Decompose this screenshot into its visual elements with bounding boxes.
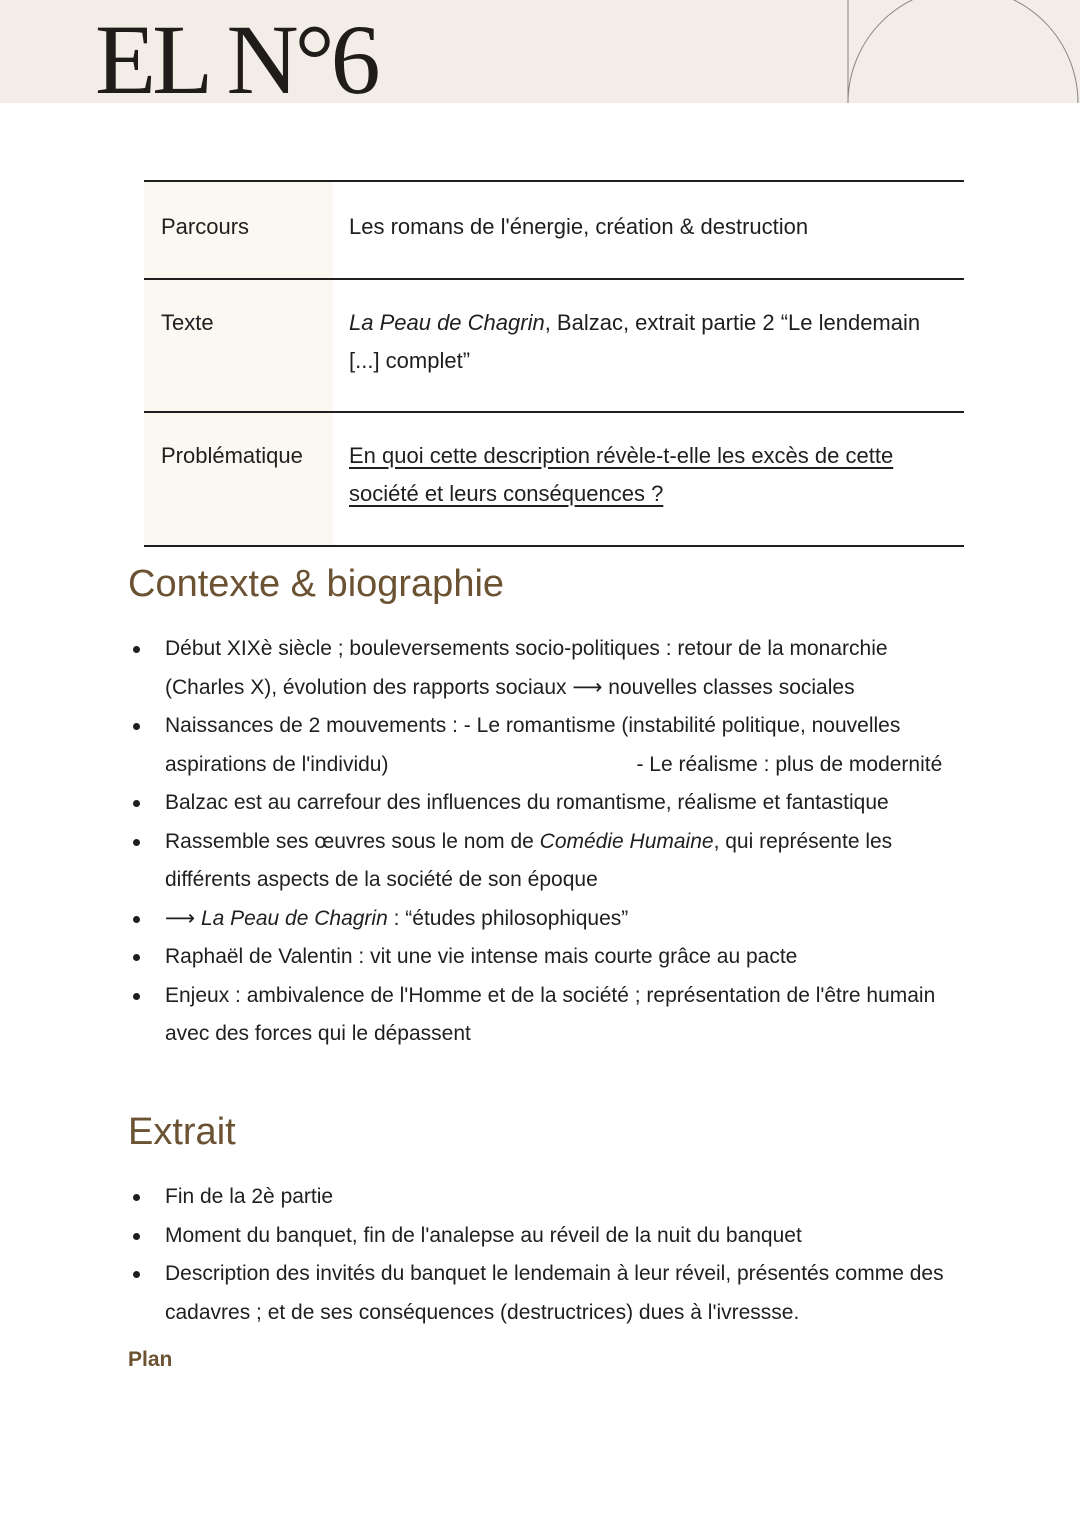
texte-work-title: La Peau de Chagrin	[349, 310, 545, 335]
list-item	[128, 707, 958, 784]
texte-details: , Balzac, extrait partie 2 “Le lendemain [...] complet”	[349, 310, 921, 373]
info-table	[144, 180, 964, 547]
problematique-value	[333, 412, 964, 546]
b5-rest: : “études philosophiques”	[387, 906, 629, 930]
section-heading-extrait: Extrait	[128, 1111, 236, 1153]
list-item: Enjeux : ambivalence de l'Homme et de la société ; représentation de l'être humain avec des forces qui le dépassent	[128, 977, 958, 1054]
arc-decoration	[845, 0, 1080, 103]
extrait-list	[128, 1178, 958, 1332]
list-item: Balzac est au carrefour des influences du romantisme, réalisme et fantastique	[128, 784, 958, 823]
section-heading-contexte: Contexte & biographie	[128, 563, 505, 605]
list-item: Description des invités du banquet le lendemain à leur réveil, présentés comme des cadavres ; et de ses conséquences (destructrices) dues à l'ivressse.	[128, 1255, 958, 1332]
list-item	[128, 900, 958, 939]
arrow-icon: ⟶	[165, 906, 201, 930]
b4-rest: , qui représente les différents aspects de la société de son époque	[165, 829, 893, 891]
table-row-texte	[144, 279, 964, 412]
comedie-humaine-title: Comédie Humaine	[539, 829, 714, 853]
movements-realisme: - Le réalisme : plus de modernité	[636, 752, 943, 776]
table-row-problematique	[144, 412, 964, 546]
peau-de-chagrin-title: La Peau de Chagrin	[200, 906, 388, 930]
problematique-label: Problématique	[144, 412, 333, 546]
movements-romantisme: Naissances de 2 mouvements : - Le romantisme (instabilité politique, nouvelles aspirations de l'individu)	[165, 714, 901, 776]
list-item: Fin de la 2è partie	[128, 1178, 958, 1217]
list-item: Raphaël de Valentin : vit une vie intense mais courte grâce au pacte	[128, 938, 958, 977]
document-title: EL N°6	[95, 4, 377, 115]
contexte-list	[128, 630, 958, 1054]
texte-label: Texte	[144, 279, 333, 412]
table-row-parcours	[144, 181, 964, 279]
list-item: Moment du banquet, fin de l'analepse au réveil de la nuit du banquet	[128, 1217, 958, 1256]
texte-value	[333, 279, 964, 412]
problematique-question: En quoi cette description révèle-t-elle les excès de cette société et leurs conséquences ?	[349, 443, 894, 506]
b4-text: Rassemble ses œuvres sous le nom de	[165, 829, 540, 853]
list-item	[128, 823, 958, 900]
list-item: Début XIXè siècle ; bouleversements socio-politiques : retour de la monarchie (Charles X), évolution des rapports sociaux ⟶ nouvelles classes sociales	[128, 630, 958, 707]
parcours-value: Les romans de l'énergie, création & destruction	[349, 214, 809, 239]
plan-label: Plan	[128, 1348, 173, 1371]
parcours-label: Parcours	[144, 181, 333, 279]
